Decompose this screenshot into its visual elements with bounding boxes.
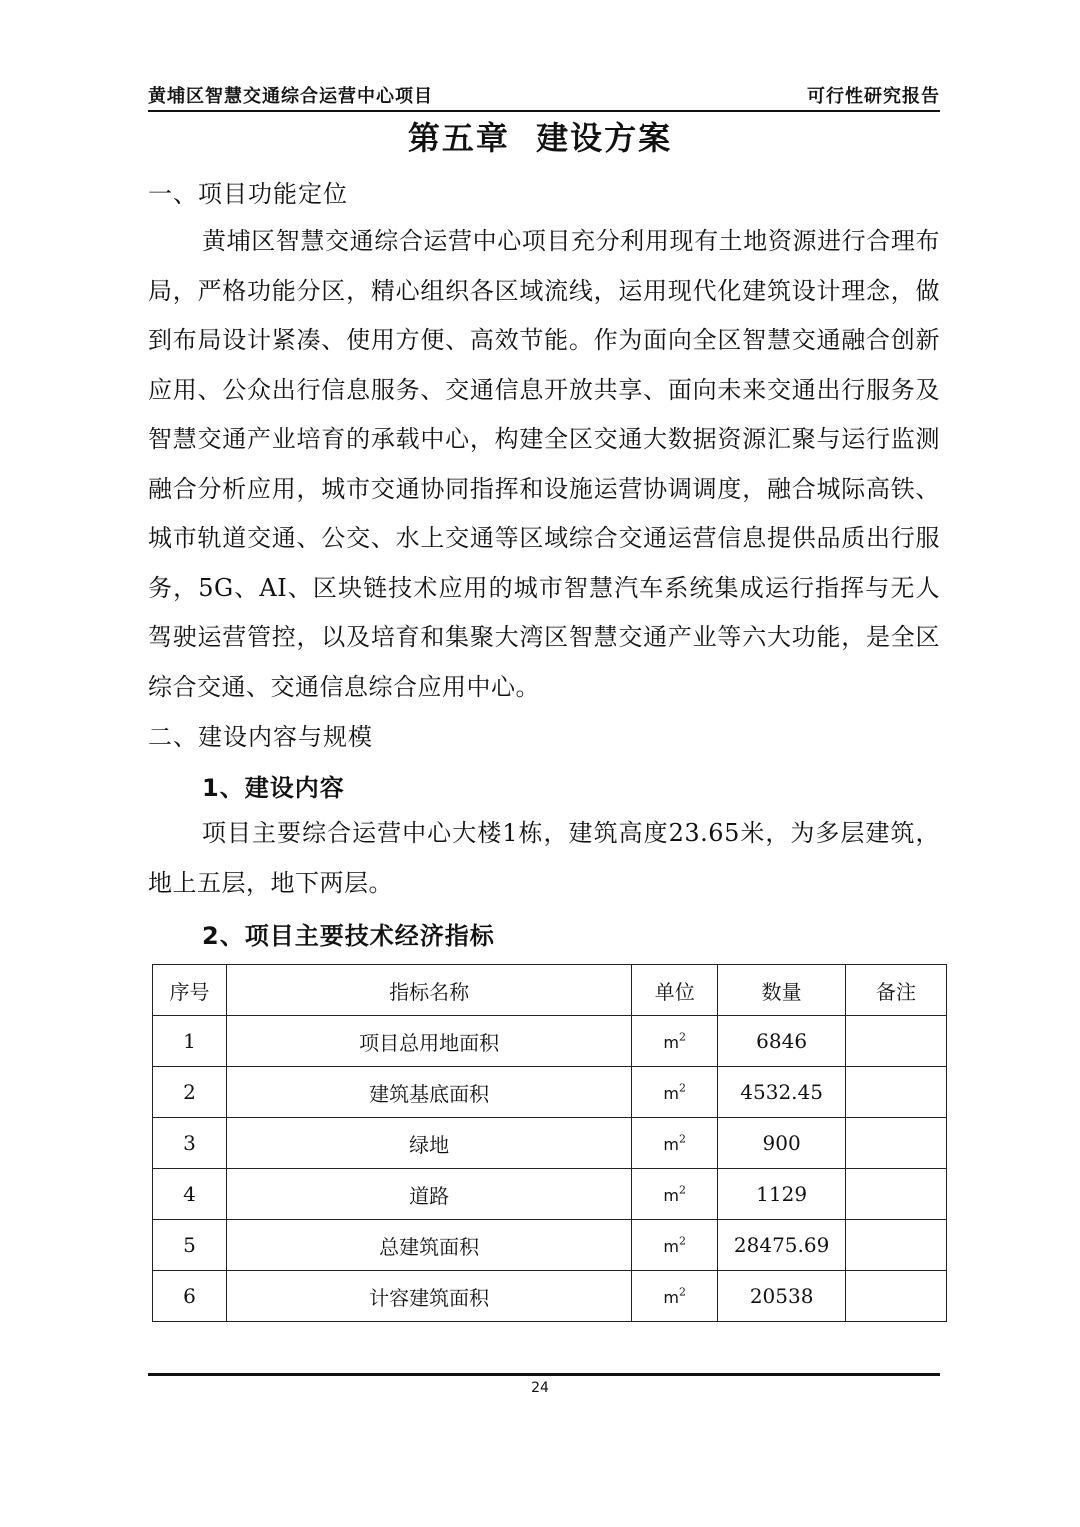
cell-note [846,1016,947,1067]
cell-qty: 6846 [718,1016,846,1067]
header-report-type: 可行性研究报告 [807,86,940,107]
cell-unit: $m^2$ [632,1169,718,1220]
col-header-no: 序号 [153,965,227,1016]
function-paragraph: 黄埔区智慧交通综合运营中心项目充分利用现有土地资源进行合理布局，严格功能分区，精心组织各区域流线，运用现代化建筑设计理念，做到布局设计紧凑、使用方便、高效节能。作为面向全区智慧交通融合创新应用、公众出行信息服务、交通信息开放共享、面向未来交通出行服务及智慧交通产业培育的承载中心，构建全区交通大数据资源汇聚与运行监测融合分析应用，城市交通协同指挥和设施运营协调调度，融合城际高铁、城市轨道交通、公交、水上交通等区域综合交通运营信息提供品质出行服务，5G、AI、区块链技术应用的城市智慧汽车系统集成运行指挥与无人驾驶运营管控，以及培育和集聚大湾区智慧交通产业等六大功能，是全区综合交通、交通信息综合应用中心。 [148,227,940,701]
cell-qty: 28475.69 [718,1220,846,1271]
cell-unit: $m^2$ [632,1271,718,1322]
subsection-heading-content: 1、建设内容 [202,774,345,802]
cell-no: 5 [153,1220,227,1271]
cell-unit: $m^2$ [632,1220,718,1271]
table-header-row [153,965,947,1016]
indicators-table [152,964,947,1322]
cell-no: 2 [153,1067,227,1118]
section-heading-function: 一、项目功能定位 [148,180,348,208]
cell-name: 计容建筑面积 [226,1271,631,1322]
cell-note [846,1169,947,1220]
cell-name: 项目总用地面积 [226,1016,631,1067]
header-project-title: 黄埔区智慧交通综合运营中心项目 [148,86,433,107]
cell-no: 1 [153,1016,227,1067]
col-header-unit: 单位 [632,965,718,1016]
cell-name: 建筑基底面积 [226,1067,631,1118]
cell-qty: 900 [718,1118,846,1169]
table-row [153,1067,947,1118]
chapter-title: 第五章 建设方案 [407,119,673,157]
cell-unit: $m^2$ [632,1016,718,1067]
cell-note [846,1118,947,1169]
cell-name: 总建筑面积 [226,1220,631,1271]
cell-name: 绿地 [226,1118,631,1169]
cell-unit: $m^2$ [632,1067,718,1118]
col-header-note: 备注 [846,965,947,1016]
cell-no: 3 [153,1118,227,1169]
col-header-qty: 数量 [718,965,846,1016]
cell-note [846,1271,947,1322]
page-header [148,80,940,112]
table-row [153,1271,947,1322]
cell-note [846,1220,947,1271]
content-paragraph: 项目主要综合运营中心大楼1栋，建筑高度23.65米，为多层建筑，地上五层，地下两层。 [148,819,940,897]
col-header-name: 指标名称 [226,965,631,1016]
cell-unit: $m^2$ [632,1118,718,1169]
cell-no: 6 [153,1271,227,1322]
cell-no: 4 [153,1169,227,1220]
page-number: 24 [531,1380,549,1396]
section-heading-content-scale: 二、建设内容与规模 [148,723,373,751]
cell-name: 道路 [226,1169,631,1220]
subsection-heading-indicators: 2、项目主要技术经济指标 [202,922,495,950]
table-row [153,1118,947,1169]
table-row [153,1169,947,1220]
table-row [153,1220,947,1271]
footer-rule [148,1373,940,1376]
table-row [153,1016,947,1067]
cell-qty: 1129 [718,1169,846,1220]
cell-note [846,1067,947,1118]
cell-qty: 20538 [718,1271,846,1322]
cell-qty: 4532.45 [718,1067,846,1118]
